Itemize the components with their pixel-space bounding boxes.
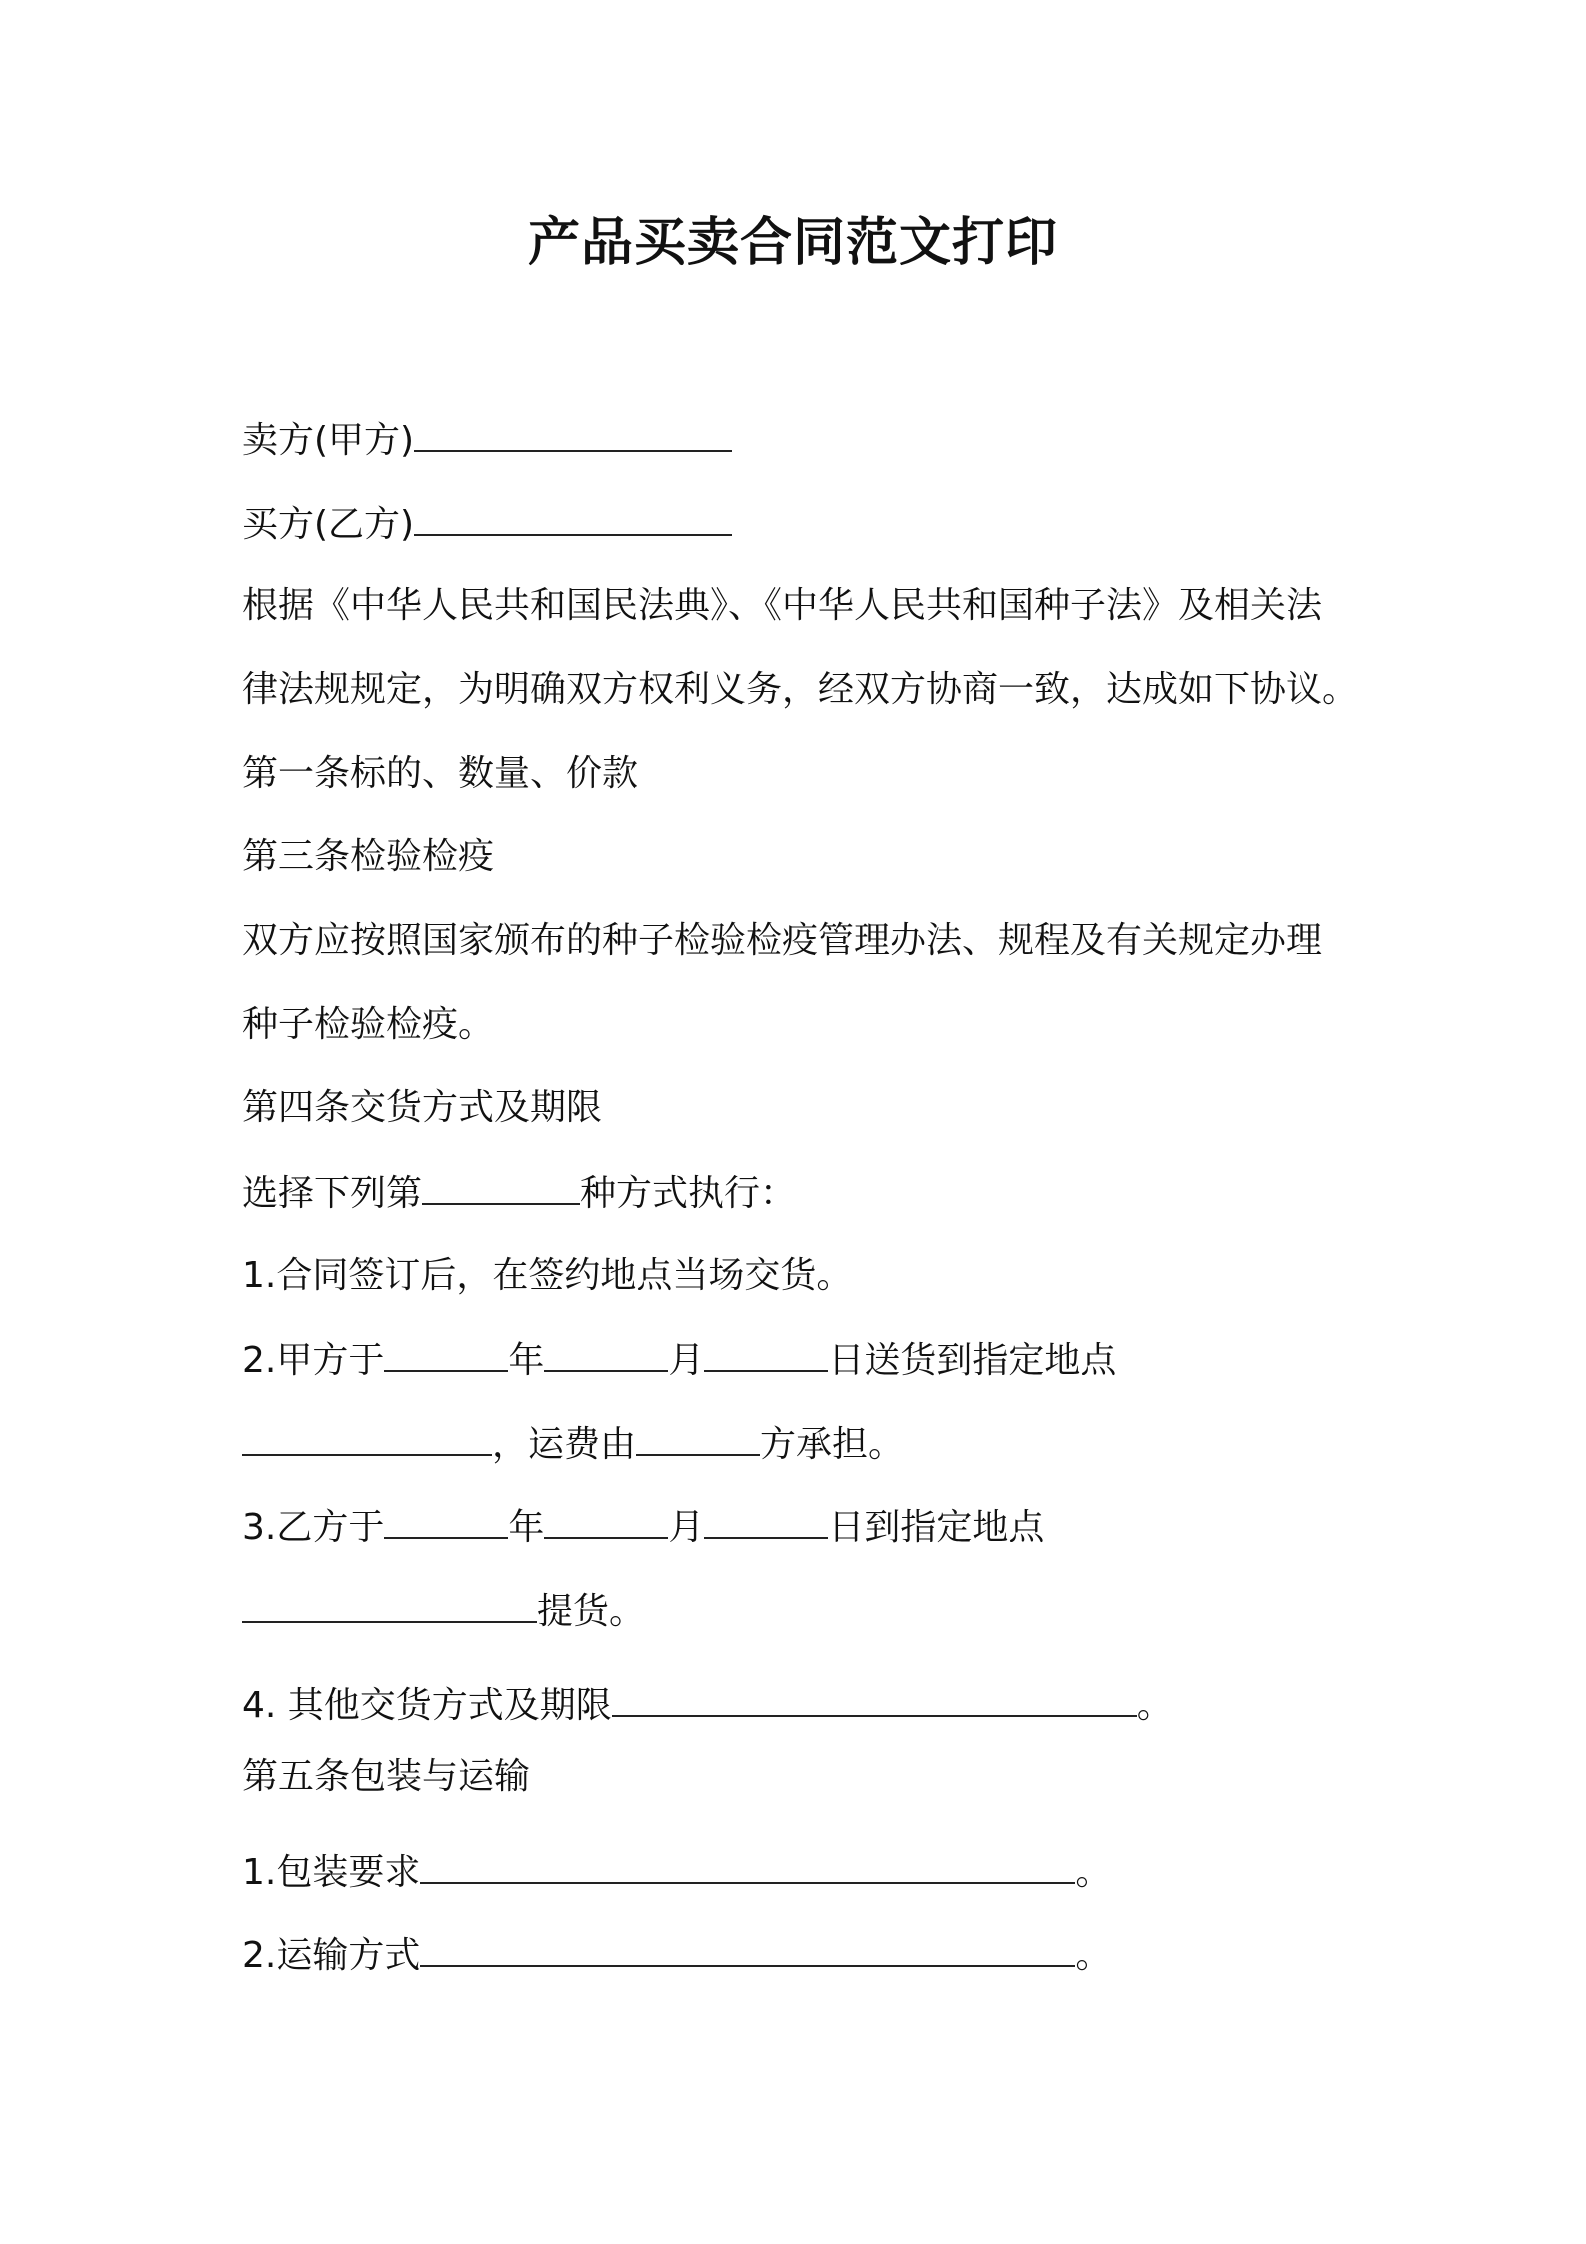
buyer-label: 买方(乙方) bbox=[242, 504, 415, 545]
item2-freight-prefix: ，运费由 bbox=[492, 1424, 637, 1465]
month-label: 月 bbox=[668, 1340, 705, 1381]
transport-line bbox=[242, 1929, 1362, 1981]
article-4-heading: 第四条交货方式及期限 bbox=[242, 1087, 603, 1128]
packaging-label: 1.包装要求 bbox=[242, 1852, 421, 1893]
item3-day-blank[interactable] bbox=[704, 1501, 828, 1539]
packaging-line bbox=[242, 1846, 1362, 1898]
item3-suffix: 提货。 bbox=[537, 1591, 646, 1632]
transport-period: 。 bbox=[1075, 1935, 1112, 1976]
item2-year-blank[interactable] bbox=[384, 1334, 508, 1372]
delivery-item-1: 1.合同签订后，在签约地点当场交货。 bbox=[242, 1255, 853, 1296]
item2-month-blank[interactable] bbox=[544, 1334, 668, 1372]
month-label: 月 bbox=[668, 1507, 705, 1548]
document-title: 产品买卖合同范文打印 bbox=[527, 213, 1058, 273]
item2-location-blank[interactable] bbox=[242, 1418, 492, 1456]
choice-line bbox=[242, 1167, 1362, 1219]
item4-other-method-blank[interactable] bbox=[612, 1679, 1137, 1717]
item3-day-suffix: 日到指定地点 bbox=[828, 1507, 1045, 1548]
item2-prefix: 2.甲方于 bbox=[242, 1340, 385, 1381]
item3-year-blank[interactable] bbox=[384, 1501, 508, 1539]
delivery-item-4 bbox=[242, 1679, 1362, 1731]
choice-prefix: 选择下列第 bbox=[242, 1173, 423, 1214]
item2-day-suffix: 日送货到指定地点 bbox=[828, 1340, 1117, 1381]
buyer-name-blank[interactable] bbox=[414, 498, 732, 536]
item3-prefix: 3.乙方于 bbox=[242, 1507, 385, 1548]
delivery-item-3 bbox=[242, 1501, 1362, 1553]
transport-method-blank[interactable] bbox=[420, 1929, 1075, 1967]
item3-month-blank[interactable] bbox=[544, 1501, 668, 1539]
item2-day-blank[interactable] bbox=[704, 1334, 828, 1372]
item2-freight-party-blank[interactable] bbox=[636, 1418, 760, 1456]
year-label: 年 bbox=[508, 1507, 545, 1548]
seller-name-blank[interactable] bbox=[414, 414, 732, 452]
packaging-period: 。 bbox=[1075, 1852, 1112, 1893]
choice-number-blank[interactable] bbox=[422, 1167, 580, 1205]
article-3-text-1: 双方应按照国家颁布的种子检验检疫管理办法、规程及有关规定办理 bbox=[242, 920, 1323, 961]
item2-freight-suffix: 方承担。 bbox=[760, 1424, 905, 1465]
buyer-line bbox=[242, 498, 1362, 550]
article-3-heading: 第三条检验检疫 bbox=[242, 836, 495, 877]
choice-suffix: 种方式执行： bbox=[580, 1173, 797, 1214]
year-label: 年 bbox=[508, 1340, 545, 1381]
seller-line bbox=[242, 414, 1362, 466]
packaging-requirement-blank[interactable] bbox=[420, 1846, 1075, 1884]
item4-prefix: 4. 其他交货方式及期限 bbox=[242, 1685, 612, 1726]
delivery-item-2-cont bbox=[242, 1418, 1362, 1470]
delivery-item-3-cont bbox=[242, 1585, 1362, 1637]
article-3-text-2: 种子检验检疫。 bbox=[242, 1004, 495, 1045]
seller-label: 卖方(甲方) bbox=[242, 420, 415, 461]
transport-label: 2.运输方式 bbox=[242, 1935, 421, 1976]
item4-period: 。 bbox=[1136, 1685, 1173, 1726]
item3-location-blank[interactable] bbox=[242, 1585, 537, 1623]
delivery-item-2 bbox=[242, 1334, 1362, 1386]
article-1-heading: 第一条标的、数量、价款 bbox=[242, 753, 639, 794]
intro-line-1: 根据《中华人民共和国民法典》、《中华人民共和国种子法》及相关法 bbox=[242, 585, 1323, 626]
intro-line-2: 律法规规定，为明确双方权利义务，经双方协商一致，达成如下协议。 bbox=[242, 669, 1359, 710]
article-5-heading: 第五条包装与运输 bbox=[242, 1756, 531, 1797]
